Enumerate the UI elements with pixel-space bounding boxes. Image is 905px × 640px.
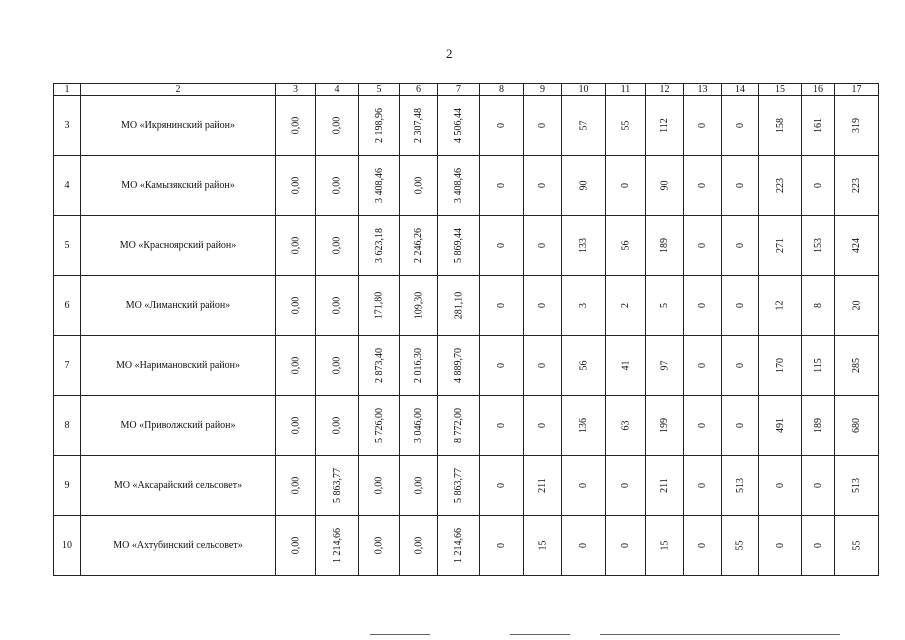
value-cell <box>524 336 562 396</box>
cell-value: 513 <box>851 478 862 493</box>
cell-value: 136 <box>578 418 589 433</box>
cell-value: 0 <box>697 123 708 128</box>
cell-value: 63 <box>620 420 631 431</box>
value-cell <box>359 456 400 516</box>
value-cell <box>524 456 562 516</box>
cell-value: 0 <box>620 183 631 188</box>
value-cell <box>802 516 835 576</box>
value-cell <box>524 276 562 336</box>
cell-value: 0 <box>734 183 746 188</box>
cell-value: 8 772,00 <box>453 408 464 443</box>
value-cell <box>684 396 722 456</box>
cell-value: 55 <box>734 540 746 551</box>
cell-value: 0,00 <box>290 176 301 195</box>
value-cell <box>684 276 722 336</box>
value-cell <box>722 396 759 456</box>
cell-value: 0,00 <box>413 476 424 495</box>
value-cell <box>438 336 480 396</box>
cell-value: 0,00 <box>331 296 343 315</box>
value-cell <box>524 156 562 216</box>
value-cell <box>480 336 524 396</box>
cell-value: 2 246,26 <box>413 228 424 263</box>
cell-value: 0 <box>620 543 631 548</box>
value-cell <box>606 156 646 216</box>
cell-value: 5 863,77 <box>453 468 464 503</box>
row-number: 4 <box>54 156 81 216</box>
cell-value: 491 <box>774 418 786 433</box>
value-cell <box>835 396 879 456</box>
table-row <box>54 96 879 156</box>
footer-rule <box>370 634 430 635</box>
cell-value: 0 <box>697 543 708 548</box>
cell-value: 171,80 <box>373 291 385 320</box>
cell-value: 424 <box>851 238 862 253</box>
value-cell <box>480 456 524 516</box>
municipality-name: МО «Аксарайский сельсовет» <box>81 456 276 516</box>
value-cell <box>646 216 684 276</box>
value-cell <box>646 456 684 516</box>
cell-value: 680 <box>851 418 862 433</box>
value-cell <box>438 216 480 276</box>
value-cell <box>646 156 684 216</box>
value-cell <box>722 456 759 516</box>
municipality-name: МО «Красноярский район» <box>81 216 276 276</box>
value-cell <box>646 516 684 576</box>
cell-value: 0 <box>496 483 507 488</box>
value-cell <box>606 276 646 336</box>
value-cell <box>316 456 359 516</box>
value-cell <box>359 96 400 156</box>
value-cell <box>759 396 802 456</box>
cell-value: 0 <box>812 183 824 188</box>
header-cell: 9 <box>524 84 562 96</box>
value-cell <box>759 276 802 336</box>
header-cell: 17 <box>835 84 879 96</box>
cell-value: 41 <box>620 360 631 371</box>
value-cell <box>562 216 606 276</box>
cell-value: 0 <box>734 363 746 368</box>
cell-value: 0,00 <box>331 116 343 135</box>
cell-value: 0 <box>734 243 746 248</box>
header-cell: 15 <box>759 84 802 96</box>
value-cell <box>316 276 359 336</box>
value-cell <box>759 156 802 216</box>
cell-value: 0,00 <box>290 116 301 135</box>
cell-value: 153 <box>812 238 824 253</box>
value-cell <box>759 216 802 276</box>
table-row <box>54 276 879 336</box>
page-number: 2 <box>446 46 453 61</box>
footer-rule <box>510 634 570 635</box>
value-cell <box>480 276 524 336</box>
cell-value: 0 <box>496 303 507 308</box>
cell-value: 0 <box>734 303 746 308</box>
cell-value: 223 <box>774 178 786 193</box>
cell-value: 0 <box>496 363 507 368</box>
cell-value: 0 <box>537 423 548 428</box>
cell-value: 199 <box>659 418 670 433</box>
value-cell <box>400 96 438 156</box>
value-cell <box>316 516 359 576</box>
value-cell <box>400 336 438 396</box>
value-cell <box>276 516 316 576</box>
municipality-name: МО «Приволжский район» <box>81 396 276 456</box>
value-cell <box>606 456 646 516</box>
cell-value: 0 <box>496 243 507 248</box>
value-cell <box>562 156 606 216</box>
value-cell <box>524 396 562 456</box>
value-cell <box>835 456 879 516</box>
value-cell <box>480 156 524 216</box>
cell-value: 170 <box>774 358 786 373</box>
value-cell <box>722 156 759 216</box>
value-cell <box>359 276 400 336</box>
table-row <box>54 516 879 576</box>
cell-value: 0 <box>812 543 824 548</box>
cell-value: 3 623,18 <box>373 228 385 263</box>
cell-value: 0,00 <box>373 536 385 555</box>
table-row <box>54 456 879 516</box>
value-cell <box>438 276 480 336</box>
value-cell <box>400 216 438 276</box>
cell-value: 12 <box>774 300 786 311</box>
value-cell <box>759 516 802 576</box>
value-cell <box>480 396 524 456</box>
value-cell <box>562 96 606 156</box>
cell-value: 0,00 <box>373 476 385 495</box>
cell-value: 0 <box>734 423 746 428</box>
value-cell <box>359 336 400 396</box>
cell-value: 0,00 <box>413 176 424 195</box>
table-row <box>54 216 879 276</box>
value-cell <box>684 156 722 216</box>
cell-value: 0,00 <box>290 476 301 495</box>
value-cell <box>400 276 438 336</box>
cell-value: 0,00 <box>290 296 301 315</box>
cell-value: 0 <box>734 123 746 128</box>
municipality-name: МО «Икрянинский район» <box>81 96 276 156</box>
cell-value: 2 <box>620 303 631 308</box>
value-cell <box>835 96 879 156</box>
cell-value: 55 <box>851 540 862 551</box>
value-cell <box>400 516 438 576</box>
value-cell <box>722 96 759 156</box>
municipality-name: МО «Наримановский район» <box>81 336 276 396</box>
cell-value: 2 016,30 <box>413 348 424 383</box>
cell-value: 0 <box>537 363 548 368</box>
cell-value: 97 <box>659 360 670 371</box>
header-cell: 8 <box>480 84 524 96</box>
cell-value: 0,00 <box>331 356 343 375</box>
cell-value: 0 <box>496 123 507 128</box>
value-cell <box>359 216 400 276</box>
cell-value: 0 <box>697 303 708 308</box>
value-cell <box>684 216 722 276</box>
cell-value: 0 <box>697 363 708 368</box>
value-cell <box>562 276 606 336</box>
cell-value: 90 <box>578 180 589 191</box>
cell-value: 158 <box>774 118 786 133</box>
value-cell <box>359 156 400 216</box>
cell-value: 5 <box>659 303 670 308</box>
value-cell <box>606 396 646 456</box>
value-cell <box>480 216 524 276</box>
header-cell: 12 <box>646 84 684 96</box>
cell-value: 56 <box>620 240 631 251</box>
value-cell <box>276 216 316 276</box>
cell-value: 189 <box>812 418 824 433</box>
value-cell <box>276 156 316 216</box>
value-cell <box>722 336 759 396</box>
municipality-name: МО «Камызякский район» <box>81 156 276 216</box>
value-cell <box>835 336 879 396</box>
value-cell <box>802 156 835 216</box>
cell-value: 0 <box>537 183 548 188</box>
header-cell: 4 <box>316 84 359 96</box>
table-row <box>54 156 879 216</box>
value-cell <box>562 336 606 396</box>
header-cell: 14 <box>722 84 759 96</box>
value-cell <box>438 96 480 156</box>
header-cell: 3 <box>276 84 316 96</box>
cell-value: 0 <box>496 543 507 548</box>
cell-value: 0,00 <box>413 536 424 555</box>
value-cell <box>524 96 562 156</box>
row-number: 10 <box>54 516 81 576</box>
value-cell <box>276 336 316 396</box>
value-cell <box>646 96 684 156</box>
value-cell <box>359 396 400 456</box>
cell-value: 15 <box>659 540 670 551</box>
value-cell <box>802 456 835 516</box>
cell-value: 319 <box>851 118 862 133</box>
value-cell <box>316 96 359 156</box>
cell-value: 1 214,66 <box>453 528 464 563</box>
header-cell: 1 <box>54 84 81 96</box>
cell-value: 0,00 <box>290 236 301 255</box>
value-cell <box>438 456 480 516</box>
cell-value: 133 <box>578 238 589 253</box>
row-number: 5 <box>54 216 81 276</box>
value-cell <box>524 516 562 576</box>
header-cell: 6 <box>400 84 438 96</box>
cell-value: 109,30 <box>413 291 424 320</box>
cell-value: 161 <box>812 118 824 133</box>
value-cell <box>606 336 646 396</box>
cell-value: 0 <box>697 423 708 428</box>
value-cell <box>606 516 646 576</box>
cell-value: 0 <box>697 483 708 488</box>
value-cell <box>646 336 684 396</box>
cell-value: 189 <box>659 238 670 253</box>
value-cell <box>759 336 802 396</box>
value-cell <box>646 276 684 336</box>
cell-value: 2 873,40 <box>373 348 385 383</box>
cell-value: 0 <box>537 243 548 248</box>
value-cell <box>316 156 359 216</box>
row-number: 6 <box>54 276 81 336</box>
value-cell <box>835 276 879 336</box>
municipality-name: МО «Ахтубинский сельсовет» <box>81 516 276 576</box>
cell-value: 8 <box>812 303 824 308</box>
value-cell <box>438 156 480 216</box>
cell-value: 0 <box>697 183 708 188</box>
value-cell <box>835 216 879 276</box>
header-cell: 5 <box>359 84 400 96</box>
cell-value: 0,00 <box>331 176 343 195</box>
cell-value: 4 889,70 <box>453 348 464 383</box>
value-cell <box>438 516 480 576</box>
table-row <box>54 396 879 456</box>
value-cell <box>276 396 316 456</box>
cell-value: 0 <box>774 543 786 548</box>
value-cell <box>359 516 400 576</box>
cell-value: 0,00 <box>331 416 343 435</box>
cell-value: 513 <box>734 478 746 493</box>
value-cell <box>400 396 438 456</box>
value-cell <box>480 96 524 156</box>
value-cell <box>684 516 722 576</box>
cell-value: 0 <box>812 483 824 488</box>
value-cell <box>646 396 684 456</box>
cell-value: 5 869,44 <box>453 228 464 263</box>
cell-value: 3 <box>578 303 589 308</box>
value-cell <box>606 96 646 156</box>
cell-value: 0 <box>697 243 708 248</box>
cell-value: 0 <box>774 483 786 488</box>
value-cell <box>562 396 606 456</box>
cell-value: 0,00 <box>290 356 301 375</box>
value-cell <box>562 456 606 516</box>
cell-value: 281,10 <box>453 291 464 320</box>
value-cell <box>684 336 722 396</box>
value-cell <box>722 516 759 576</box>
value-cell <box>438 396 480 456</box>
cell-value: 285 <box>851 358 862 373</box>
header-cell: 11 <box>606 84 646 96</box>
value-cell <box>802 336 835 396</box>
header-row <box>54 84 879 96</box>
cell-value: 0 <box>620 483 631 488</box>
value-cell <box>835 516 879 576</box>
cell-value: 56 <box>578 360 589 371</box>
row-number: 3 <box>54 96 81 156</box>
cell-value: 112 <box>658 118 670 133</box>
cell-value: 20 <box>851 300 862 311</box>
value-cell <box>400 456 438 516</box>
cell-value: 3 408,46 <box>453 168 464 203</box>
value-cell <box>562 516 606 576</box>
cell-value: 2 307,48 <box>413 108 424 143</box>
cell-value: 0,00 <box>290 416 301 435</box>
row-number: 7 <box>54 336 81 396</box>
header-cell: 2 <box>81 84 276 96</box>
cell-value: 0 <box>496 183 507 188</box>
cell-value: 3 408,46 <box>373 168 385 203</box>
value-cell <box>276 276 316 336</box>
data-table <box>53 83 879 576</box>
value-cell <box>835 156 879 216</box>
cell-value: 0 <box>537 303 548 308</box>
table-row <box>54 336 879 396</box>
cell-value: 4 506,44 <box>453 108 464 143</box>
row-number: 9 <box>54 456 81 516</box>
value-cell <box>722 216 759 276</box>
cell-value: 0,00 <box>290 536 301 555</box>
cell-value: 0 <box>496 423 507 428</box>
value-cell <box>802 96 835 156</box>
cell-value: 115 <box>812 358 824 373</box>
cell-value: 0 <box>578 543 589 548</box>
value-cell <box>400 156 438 216</box>
value-cell <box>606 216 646 276</box>
header-cell: 13 <box>684 84 722 96</box>
cell-value: 2 198,96 <box>373 108 385 143</box>
value-cell <box>802 216 835 276</box>
value-cell <box>480 516 524 576</box>
value-cell <box>684 456 722 516</box>
municipality-name: МО «Лиманский район» <box>81 276 276 336</box>
cell-value: 0 <box>537 123 548 128</box>
footer-rule <box>600 634 840 635</box>
header-cell: 16 <box>802 84 835 96</box>
cell-value: 0 <box>578 483 589 488</box>
cell-value: 211 <box>536 478 548 493</box>
cell-value: 15 <box>537 540 548 551</box>
cell-value: 90 <box>659 180 670 191</box>
value-cell <box>759 456 802 516</box>
cell-value: 271 <box>774 238 786 253</box>
value-cell <box>759 96 802 156</box>
value-cell <box>524 216 562 276</box>
header-cell: 10 <box>562 84 606 96</box>
cell-value: 55 <box>620 120 631 131</box>
value-cell <box>316 396 359 456</box>
value-cell <box>276 456 316 516</box>
value-cell <box>316 216 359 276</box>
cell-value: 5 863,77 <box>331 468 343 503</box>
cell-value: 211 <box>658 478 670 493</box>
row-number: 8 <box>54 396 81 456</box>
value-cell <box>684 96 722 156</box>
value-cell <box>802 396 835 456</box>
cell-value: 3 046,00 <box>413 408 424 443</box>
cell-value: 0,00 <box>331 236 343 255</box>
value-cell <box>276 96 316 156</box>
cell-value: 1 214,66 <box>331 528 343 563</box>
cell-value: 223 <box>851 178 862 193</box>
value-cell <box>802 276 835 336</box>
cell-value: 57 <box>578 120 589 131</box>
value-cell <box>316 336 359 396</box>
header-cell: 7 <box>438 84 480 96</box>
value-cell <box>722 276 759 336</box>
cell-value: 5 726,00 <box>373 408 385 443</box>
